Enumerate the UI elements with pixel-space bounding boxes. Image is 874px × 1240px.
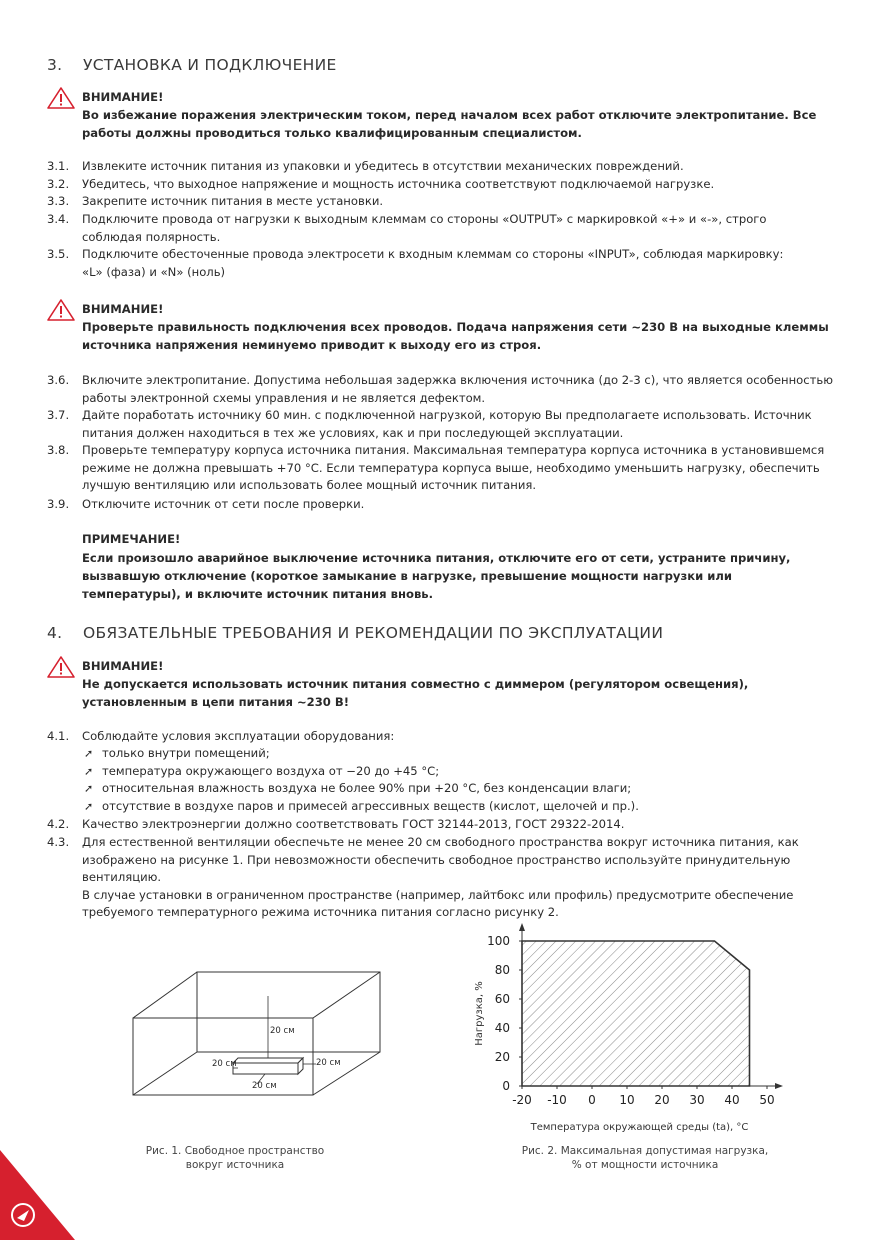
warning-title: ВНИМАНИЕ! bbox=[82, 302, 164, 316]
note-text: Если произошло аварийное выключение источника питания, отключите его от сети, устраните причину, вызвавшую отключение (короткое замыкание в нагрузке, превышение мощности нагрузки или температуры), и включите источник питания вновь. bbox=[82, 551, 791, 601]
figure-1-caption bbox=[120, 1144, 350, 1172]
item-number: 3.1. bbox=[47, 159, 70, 173]
dimension-label-right: 20 см bbox=[316, 1058, 341, 1068]
y-axis-label: Нагрузка, % bbox=[474, 981, 485, 1046]
bullet-text: температура окружающего воздуха от −20 до +45 °С; bbox=[102, 764, 440, 778]
y-tick-label: 60 bbox=[494, 992, 510, 1006]
list-item bbox=[47, 158, 847, 176]
caption-line: Рис. 1. Свободное пространство bbox=[145, 1145, 325, 1157]
section-title-text: ОБЯЗАТЕЛЬНЫЕ ТРЕБОВАНИЯ И РЕКОМЕНДАЦИИ ПО ЭКСПЛУАТАЦИИ bbox=[83, 624, 664, 642]
item-number: 3.8. bbox=[47, 443, 70, 457]
x-axis-arrow bbox=[775, 1083, 783, 1089]
item-number: 3.4. bbox=[47, 212, 70, 226]
x-tick-label: 0 bbox=[588, 1093, 596, 1107]
bullet-item bbox=[84, 745, 270, 763]
item-text: Закрепите источник питания в месте установки. bbox=[82, 194, 384, 208]
warning-icon bbox=[46, 655, 76, 679]
caption-line: Рис. 2. Максимальная допустимая нагрузка, bbox=[521, 1145, 769, 1157]
item-number: 3.5. bbox=[47, 247, 70, 261]
item-number: 4.3. bbox=[47, 835, 70, 849]
bullet-text: только внутри помещений; bbox=[102, 746, 270, 760]
bullet-text: отсутствие в воздухе паров и примесей агрессивных веществ (кислот, щелочей и пр.). bbox=[102, 799, 639, 813]
warning-icon bbox=[46, 86, 76, 110]
note-title: ПРИМЕЧАНИЕ! bbox=[82, 532, 181, 546]
section-title-text: УСТАНОВКА И ПОДКЛЮЧЕНИЕ bbox=[83, 56, 337, 74]
bullet-text: относительная влажность воздуха не более 90% при +20 °С, без конденсации влаги; bbox=[102, 781, 632, 795]
bullet-item bbox=[84, 798, 639, 816]
item-number: 3.2. bbox=[47, 177, 70, 191]
x-tick-label: -10 bbox=[547, 1093, 567, 1107]
warning-icon bbox=[46, 298, 76, 322]
item-number: 3.6. bbox=[47, 373, 70, 387]
warning-title: ВНИМАНИЕ! bbox=[82, 659, 164, 673]
list-item bbox=[47, 728, 847, 746]
x-tick-label: 40 bbox=[724, 1093, 740, 1107]
dimension-label-left: 20 см bbox=[212, 1059, 237, 1069]
section-3-title bbox=[47, 56, 337, 74]
item-text: Отключите источник от сети после проверки. bbox=[82, 497, 365, 511]
list-item bbox=[47, 442, 847, 495]
box-back-face bbox=[197, 972, 380, 1052]
item-text: Извлеките источник питания из упаковки и убедитесь в отсутствии механических повреждений. bbox=[82, 159, 684, 173]
item-number: 4.2. bbox=[47, 817, 70, 831]
item-number: 4.1. bbox=[47, 729, 70, 743]
bullet-item bbox=[84, 763, 439, 781]
y-axis-arrow bbox=[519, 923, 525, 931]
list-item bbox=[47, 496, 847, 514]
warning-title: ВНИМАНИЕ! bbox=[82, 90, 164, 104]
caption-line: % от мощности источника bbox=[571, 1159, 719, 1171]
list-item bbox=[47, 816, 847, 834]
item-number: 3.9. bbox=[47, 497, 70, 511]
x-tick-label: 10 bbox=[619, 1093, 635, 1107]
x-tick-label: 50 bbox=[759, 1093, 775, 1107]
list-item bbox=[47, 193, 847, 211]
y-tick-label: 40 bbox=[494, 1021, 510, 1035]
item-text: Для естественной вентиляции обеспечьте не менее 20 см свободного пространства вокруг источника питания, как изображено на рисунке 1. При невозможности обеспечить свободное пространство используйте принудительную вентиляцию. bbox=[82, 835, 799, 884]
item-text: Убедитесь, что выходное напряжение и мощность источника соответствуют подключаемой нагрузке. bbox=[82, 177, 715, 191]
section-4-title bbox=[47, 624, 663, 642]
corner-logo bbox=[0, 1150, 90, 1240]
list-item bbox=[47, 211, 827, 246]
warning-text: Во избежание поражения электрическим током, перед началом всех работ отключите электропитание. Все работы должны проводиться только квалифицированным специалистом. bbox=[82, 108, 817, 140]
x-axis-label: Температура окружающей среды (ta), °С bbox=[530, 1122, 749, 1133]
item-text: Подключите обесточенные провода электросети к входным клеммам со стороны «INPUT», соблюдая маркировку: «L» (фаза) и «N» (ноль) bbox=[82, 247, 784, 279]
item-text: Проверьте температуру корпуса источника питания. Максимальная температура корпуса источника в установившемся режиме не должна превышать +70 °С. Если температура корпуса выше, необходимо уменьшить нагрузку, обеспечить лучшую вентиляцию или использовать более мощный источник питания. bbox=[82, 443, 825, 492]
caption-line: вокруг источника bbox=[185, 1159, 285, 1171]
figure-2-caption bbox=[500, 1144, 790, 1172]
load-area bbox=[522, 941, 750, 1086]
y-tick-label: 0 bbox=[502, 1079, 510, 1093]
warning-text: Проверьте правильность подключения всех проводов. Подача напряжения сети ~230 В на выходные клеммы источника напряжения неминуемо приводит к выходу его из строя. bbox=[82, 320, 829, 352]
item-text-continued: В случае установки в ограниченном пространстве (например, лайтбокс или профиль) предусмотрите обеспечение требуемого температурного режима источника питания согласно рисунку 2. bbox=[82, 887, 794, 919]
figure-2-chart bbox=[460, 908, 790, 1138]
arrow-icon: ➚ bbox=[84, 782, 94, 795]
list-item bbox=[47, 407, 847, 442]
y-tick-label: 80 bbox=[494, 963, 510, 977]
dimension-label-bottom: 20 см bbox=[252, 1081, 277, 1091]
item-number: 3.3. bbox=[47, 194, 70, 208]
warning-text: Не допускается использовать источник питания совместно с диммером (регулятором освещения), установленным в цепи питания ~230 В! bbox=[82, 677, 749, 709]
item-text: Включите электропитание. Допустима небольшая задержка включения источника (до 2-3 с), что является особенностью работы электронной схемы управления и не является дефектом. bbox=[82, 373, 833, 405]
list-item bbox=[47, 372, 847, 407]
section-number: 4. bbox=[47, 624, 63, 642]
list-item bbox=[47, 176, 847, 194]
item-text: Дайте поработать источнику 60 мин. с подключенной нагрузкой, которую Вы предполагаете использовать. Источник питания должен находиться в тех же условиях, как и при последующей эксплуатации. bbox=[82, 408, 812, 440]
arrow-icon: ➚ bbox=[84, 747, 94, 760]
y-tick-label: 20 bbox=[494, 1050, 510, 1064]
item-text: Подключите провода от нагрузки к выходным клеммам со стороны «OUTPUT» с маркировкой «+» и «-», строго соблюдая полярность. bbox=[82, 212, 767, 244]
x-tick-label: -20 bbox=[512, 1093, 532, 1107]
y-tick-label: 100 bbox=[487, 934, 510, 948]
arrow-icon: ➚ bbox=[84, 800, 94, 813]
dimension-label-top: 20 см bbox=[270, 1026, 295, 1036]
arrow-icon: ➚ bbox=[84, 765, 94, 778]
list-item bbox=[47, 246, 787, 281]
section-number: 3. bbox=[47, 56, 63, 74]
bullet-item bbox=[84, 780, 631, 798]
item-text: Качество электроэнергии должно соответствовать ГОСТ 32144-2013, ГОСТ 29322-2014. bbox=[82, 817, 625, 831]
item-text: Соблюдайте условия эксплуатации оборудования: bbox=[82, 729, 395, 743]
item-number: 3.7. bbox=[47, 408, 70, 422]
x-tick-label: 30 bbox=[689, 1093, 705, 1107]
power-supply-block bbox=[233, 1058, 303, 1074]
x-tick-label: 20 bbox=[654, 1093, 670, 1107]
